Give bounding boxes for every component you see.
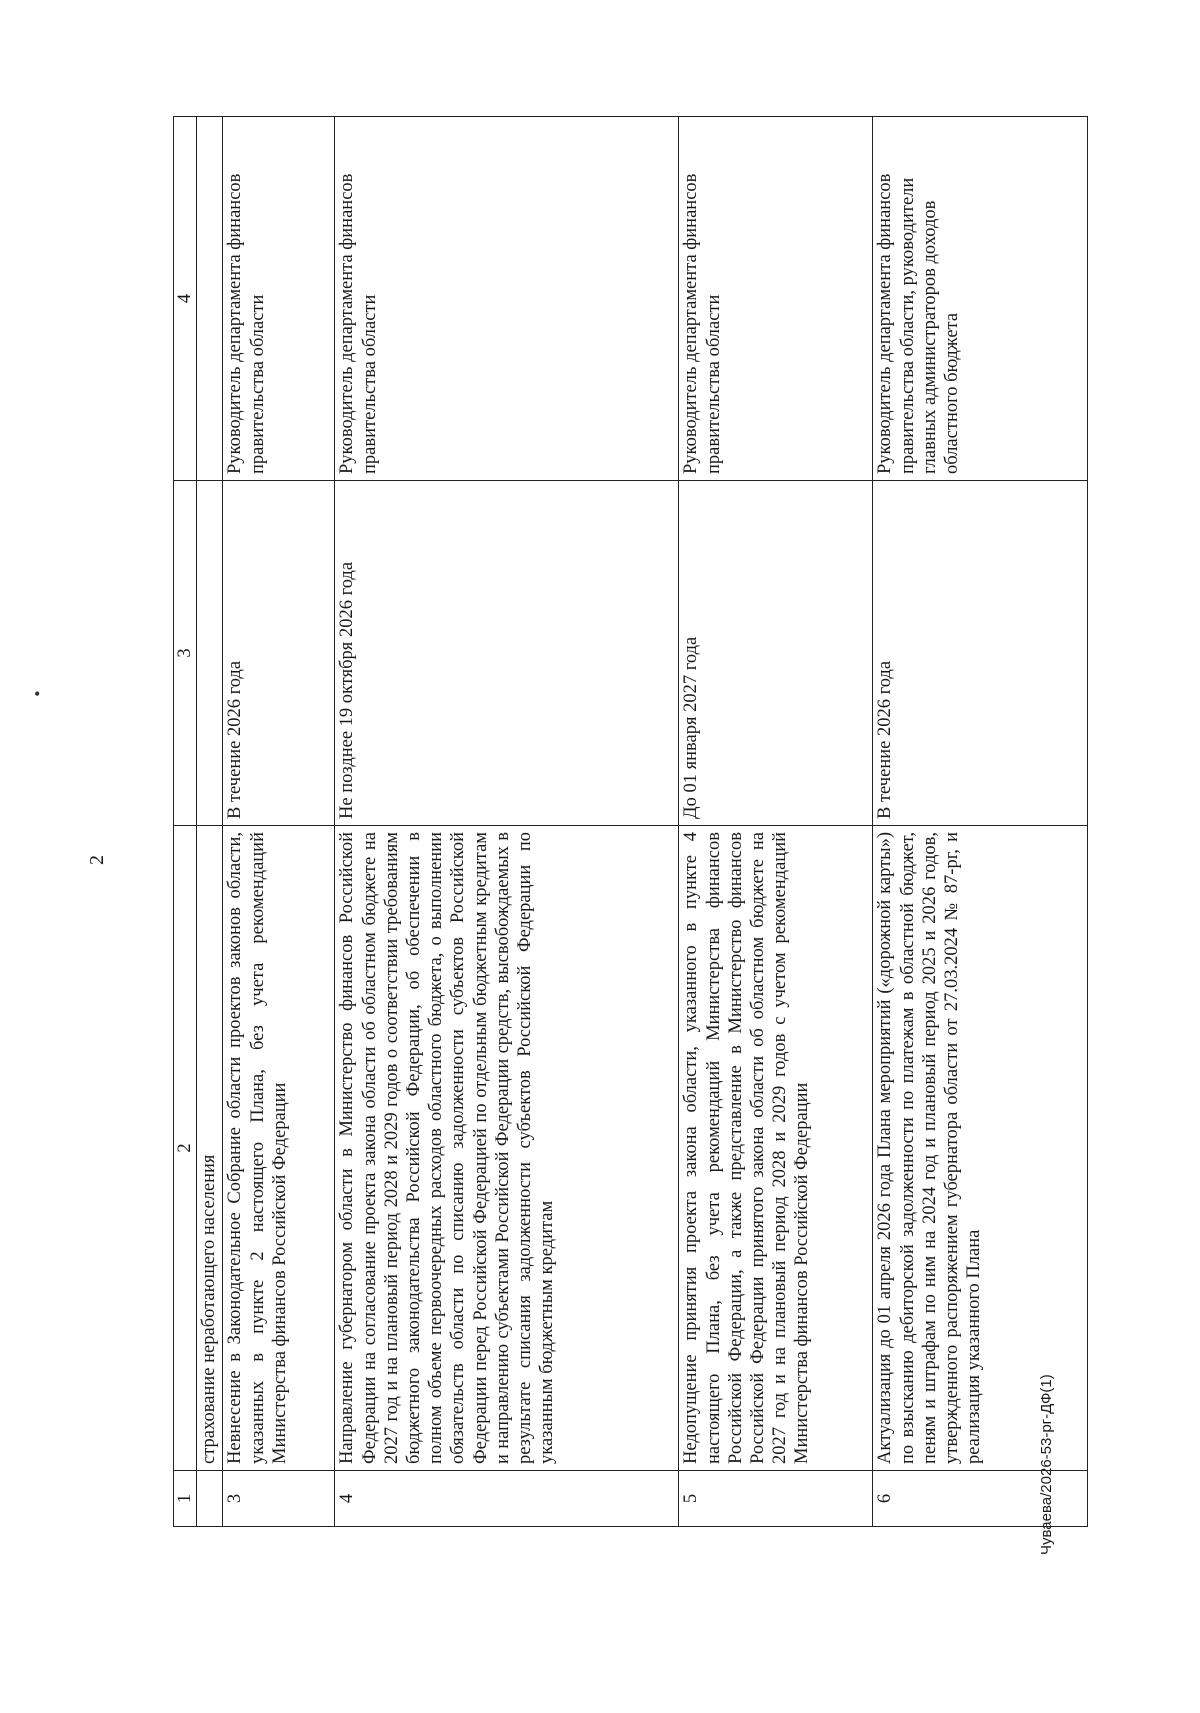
row-measure: Невнесение в Законодательное Собрание области проектов законов области, указанных в пункте 2 настоящего Плана, без учета рекомендаций Министерства финансов Российской Федерации — [223, 826, 335, 1471]
row-measure: Направление губернатором области в Министерство финансов Российской Федерации на согласование проекта закона области об областном бюджете на 2027 год и на плановый период 2028 и 2029 годов о соответствии требованиям бюджетного законодательства Российской Федерации, об обеспечении в полном объеме первоочередных расходов областного бюджета, о выполнении обязательств области по списанию задолженности субъектов Российской Федерации перед Российской Федерацией по отдельным бюджетным кредитам и направлению субъектами Российской Федерации средств, высвобождаемых в результате списания задолженности субъектов Российской Федерации по указанным бюджетным кредитам — [335, 826, 679, 1471]
table-row-continuation — [197, 117, 223, 1527]
table-row — [223, 117, 335, 1527]
table-row — [335, 117, 679, 1527]
row-deadline: В течение 2026 года — [873, 481, 1088, 826]
plan-table — [173, 116, 1088, 1527]
table-row — [679, 117, 873, 1527]
table-row — [873, 117, 1088, 1527]
document-code: Чуваева/2026-53-рг-ДФ(1) — [1038, 1374, 1055, 1555]
row-measure: Актуализация до 01 апреля 2026 года Плана мероприятий («дорожной карты») по взысканию дебиторской задолженности по платежам в областной бюджет, пеням и штрафам по ним на 2024 год и плановый период 2025 и 2026 годов, утвержденного распоряжением губернатора области от 27.03.2024 № 87-рг, и реализация указанного Плана — [873, 826, 1088, 1471]
continuation-text: страхование неработающего населения — [197, 826, 223, 1471]
row-number: 3 — [223, 1471, 335, 1527]
row-responsible: Руководитель департамента финансов правительства области — [335, 117, 679, 481]
row-deadline: В течение 2026 года — [223, 481, 335, 826]
row-deadline: Не позднее 19 октября 2026 года — [335, 481, 679, 826]
continuation-num — [197, 1471, 223, 1527]
row-deadline: До 01 января 2027 года — [679, 481, 873, 826]
header-col-4: 4 — [174, 117, 197, 481]
row-number: 5 — [679, 1471, 873, 1527]
row-responsible: Руководитель департамента финансов правительства области — [223, 117, 335, 481]
table-header-row — [174, 117, 197, 1527]
page-number: 2 — [86, 855, 108, 865]
row-responsible: Руководитель департамента финансов правительства области — [679, 117, 873, 481]
header-col-1: 1 — [174, 1471, 197, 1527]
row-measure: Недопущение принятия проекта закона области, указанного в пункте 4 настоящего Плана, без учета рекомендаций Министерства финансов Российской Федерации, а также представление в Министерство финансов Российской Федерации принятого закона области об областном бюджете на 2027 год и на плановый период 2028 и 2029 годов с учетом рекомендаций Министерства финансов Российской Федерации — [679, 826, 873, 1471]
header-col-2: 2 — [174, 826, 197, 1471]
continuation-responsible — [197, 117, 223, 481]
stray-mark: • — [34, 684, 41, 704]
row-number: 4 — [335, 1471, 679, 1527]
row-number: 6 — [873, 1471, 1088, 1527]
header-col-3: 3 — [174, 481, 197, 826]
row-responsible: Руководитель департамента финансов правительства области, руководители главных администраторов доходов областного бюджета — [873, 117, 1088, 481]
plan-table-rotated — [173, 117, 1068, 1527]
continuation-deadline — [197, 481, 223, 826]
